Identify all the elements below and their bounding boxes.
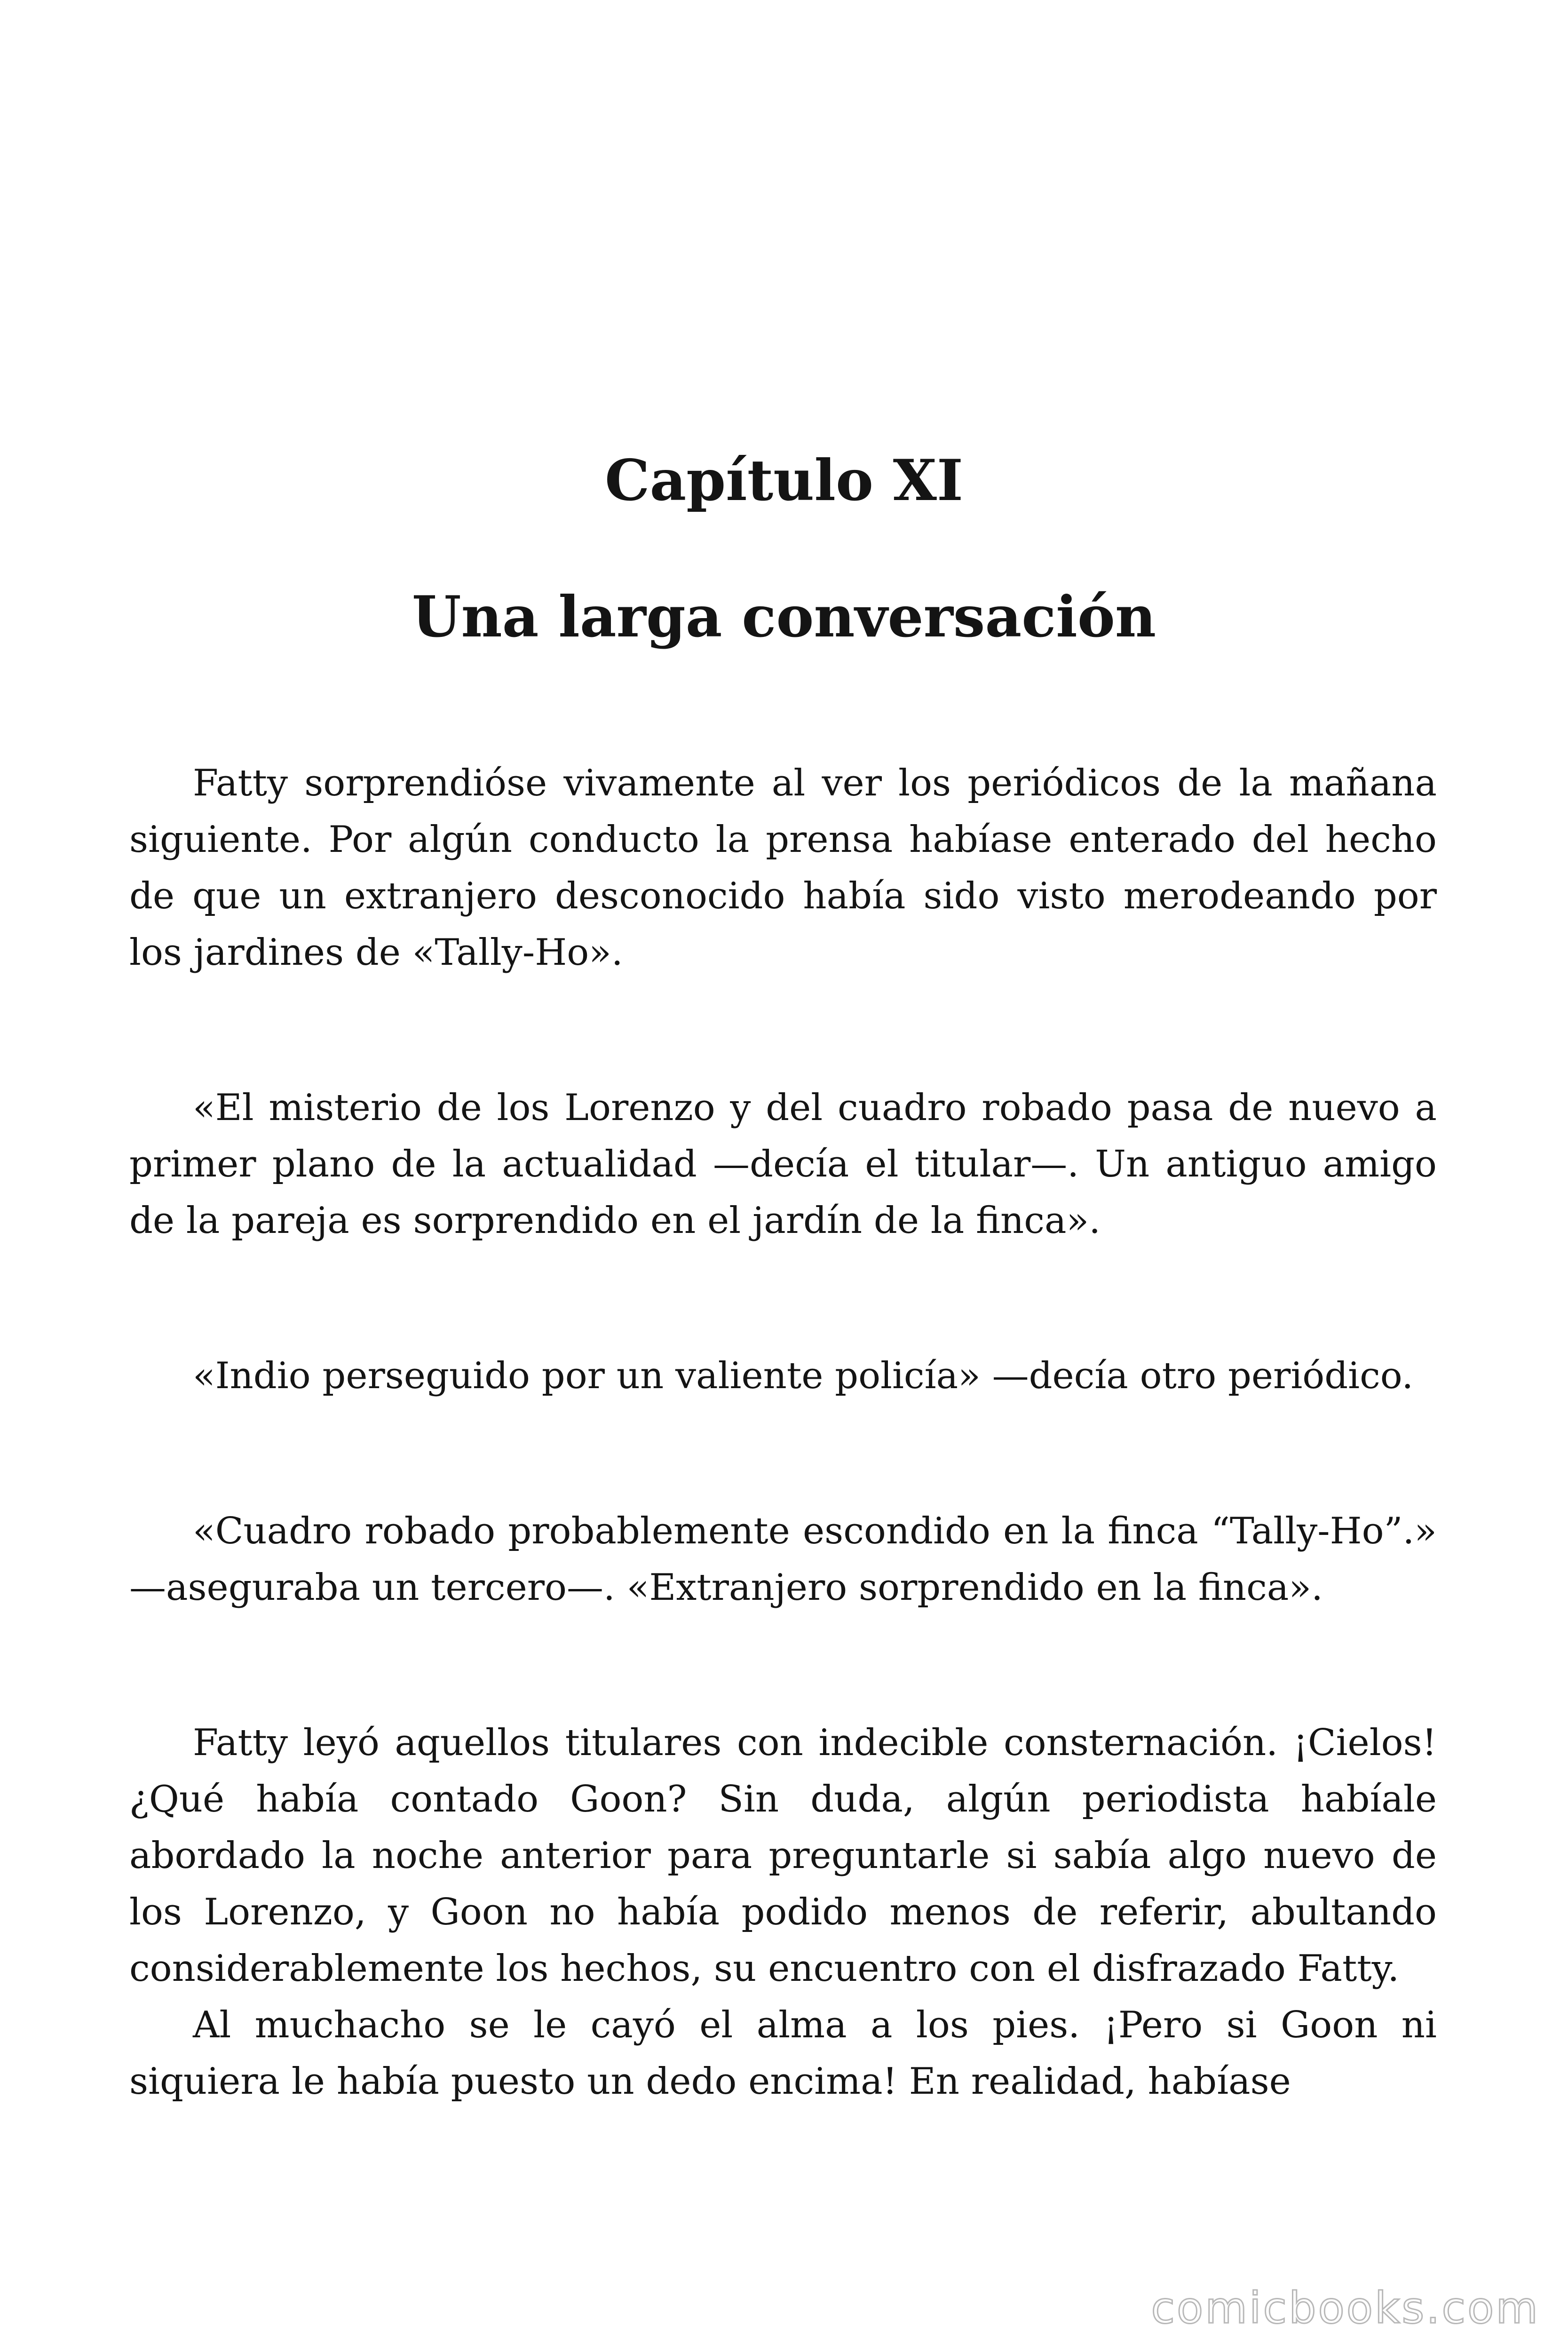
paragraph: «El misterio de los Lorenzo y del cuadro robado pasa de nuevo a primer plano de la actualidad —decía el titular—. Un antiguo amigo de la pareja es sorprendido en el jardín de la finca».: [129, 1087, 1437, 1242]
watermark: comicbooks.com: [1151, 2283, 1540, 2333]
chapter-title: Una larga conversación: [412, 584, 1156, 650]
paragraph: Fatty leyó aquellos titulares con indecible consternación. ¡Cielos! ¿Qué había contado Goon? Sin duda, algún periodista habíale abordado la noche anterior para preguntarle si sabía algo nuevo de los Lorenzo, y Goon no había podido menos de referir, abultando considerablemente los hechos, su encuentro con el disfrazado Fatty.: [129, 1722, 1437, 1990]
chapter-number: Capítulo XI: [604, 447, 964, 514]
paragraph: «Cuadro robado probablemente escondido en la finca “Tally-Ho”.» —aseguraba un tercero—. «Extranjero sorprendido en la finca».: [129, 1510, 1437, 1609]
chapter-body: [129, 755, 1437, 2110]
paragraph: «Indio perseguido por un valiente policía» —decía otro periódico.: [193, 1355, 1414, 1397]
paragraph: Fatty sorprendióse vivamente al ver los periódicos de la mañana siguiente. Por algún conducto la prensa habíase enterado del hecho de que un extranjero desconocido había sido visto merodeando por los jardines de «Tally-Ho».: [129, 762, 1437, 974]
paragraph: Al muchacho se le cayó el alma a los pies. ¡Pero si Goon ni siquiera le había puesto un dedo encima! En realidad, habíase: [129, 2004, 1437, 2103]
